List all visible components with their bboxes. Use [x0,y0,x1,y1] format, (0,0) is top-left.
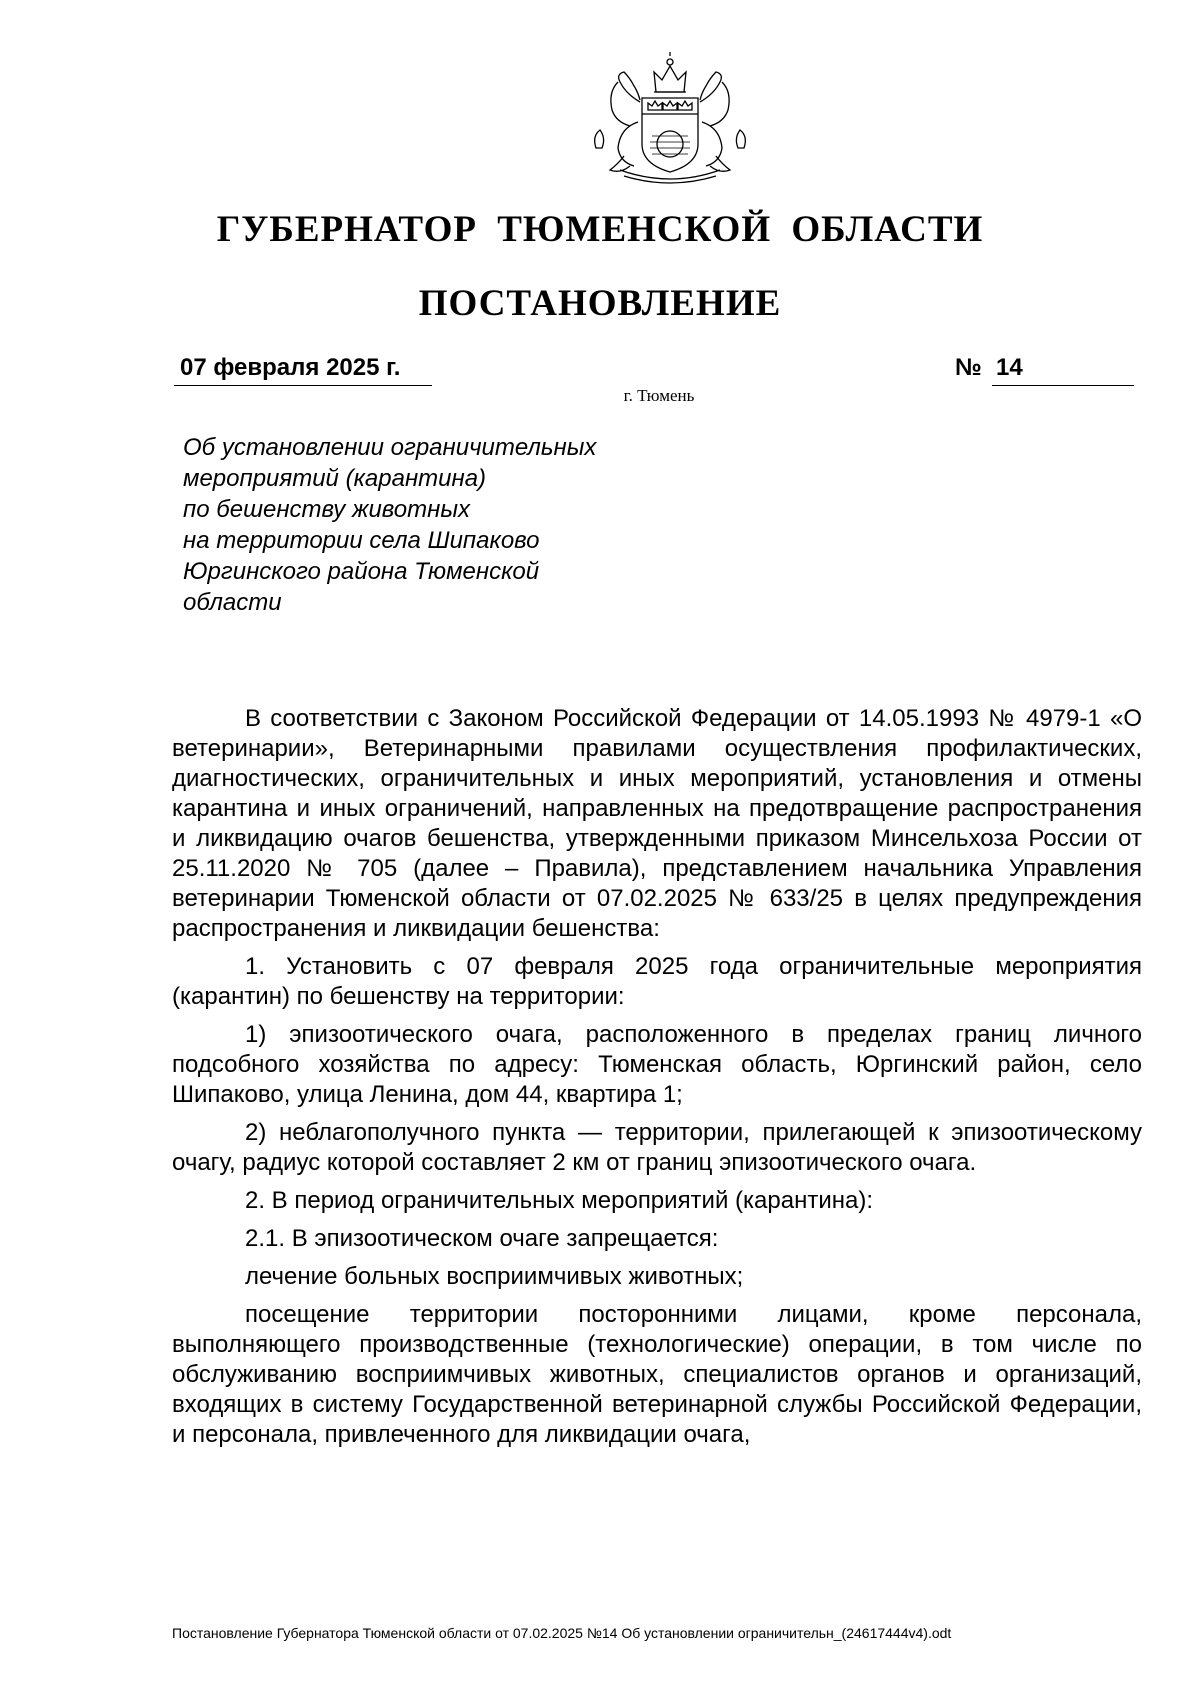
number-sign: № [955,354,982,381]
issuer-title: ГУБЕРНАТОР ТЮМЕНСКОЙ ОБЛАСТИ [216,209,984,250]
body-paragraph: 2. В период ограничительных мероприятий (карантина): [245,1187,874,1214]
body-paragraph: 2) неблагополучного пункта — территории, прилегающей к эпизоотическому очагу, радиус которой составляет 2 км от границ эпизоотического очага. [172,1119,1142,1176]
document-city: г. Тюмень [623,386,695,405]
document-type: ПОСТАНОВЛЕНИЕ [418,283,782,324]
subject-line: Об установлении ограничительных [183,434,597,461]
subject-line: области [183,589,282,616]
document-date: 07 февраля 2025 г. [174,352,432,386]
subject-line: мероприятий (карантина) [183,465,487,492]
subject-line: по бешенству животных [183,496,471,523]
document-subject [183,432,683,618]
body-paragraph: 1. Установить с 07 февраля 2025 года ограничительные мероприятия (карантин) по бешенству на территории: [172,953,1142,1010]
body-paragraph: 1) эпизоотического очага, расположенного в пределах границ личного подсобного хозяйства по адресу: Тюменская область, Юргинский район, село Шипаково, улица Ленина, дом 44, квартира 1; [172,1021,1142,1108]
subject-line: на территории села Шипаково [183,527,540,554]
coat-of-arms-icon [590,52,750,184]
body-paragraph: посещение территории посторонними лицами, кроме персонала, выполняющего производственные (технологические) операции, в том числе по обслуживанию восприимчивых животных, специалистов органов и организаций, входящих в систему Государственной ветеринарной службы Российской Федерации, и персонала, привлеченного для ликвидации очага, [172,1301,1142,1448]
body-paragraph: В соответствии с Законом Российской Федерации от 14.05.1993 № 4979-1 «О ветеринарии», Ветеринарными правилами осуществления профилактических, диагностических, ограничительных и иных мероприятий, установления и отмены карантина и иных ограничений, направленных на предотвращение распространения и ликвидацию очагов бешенства, утвержденными приказом Минсельхоза России от 25.11.2020 № 705 (далее – Правила), представлением начальника Управления ветеринарии Тюменской области от 07.02.2025 № 633/25 в целях предупреждения распространения и ликвидации бешенства: [172,705,1142,942]
document-footer: Постановление Губернатора Тюменской области от 07.02.2025 №14 Об установлении ограничительн_(24617444v4).odt [172,1625,952,1641]
document-body [172,704,1142,1458]
document-number: 14 [992,352,1134,386]
subject-line: Юргинского района Тюменской [183,558,540,585]
body-paragraph: 2.1. В эпизоотическом очаге запрещается: [245,1225,719,1252]
body-paragraph: лечение больных восприимчивых животных; [245,1263,744,1290]
